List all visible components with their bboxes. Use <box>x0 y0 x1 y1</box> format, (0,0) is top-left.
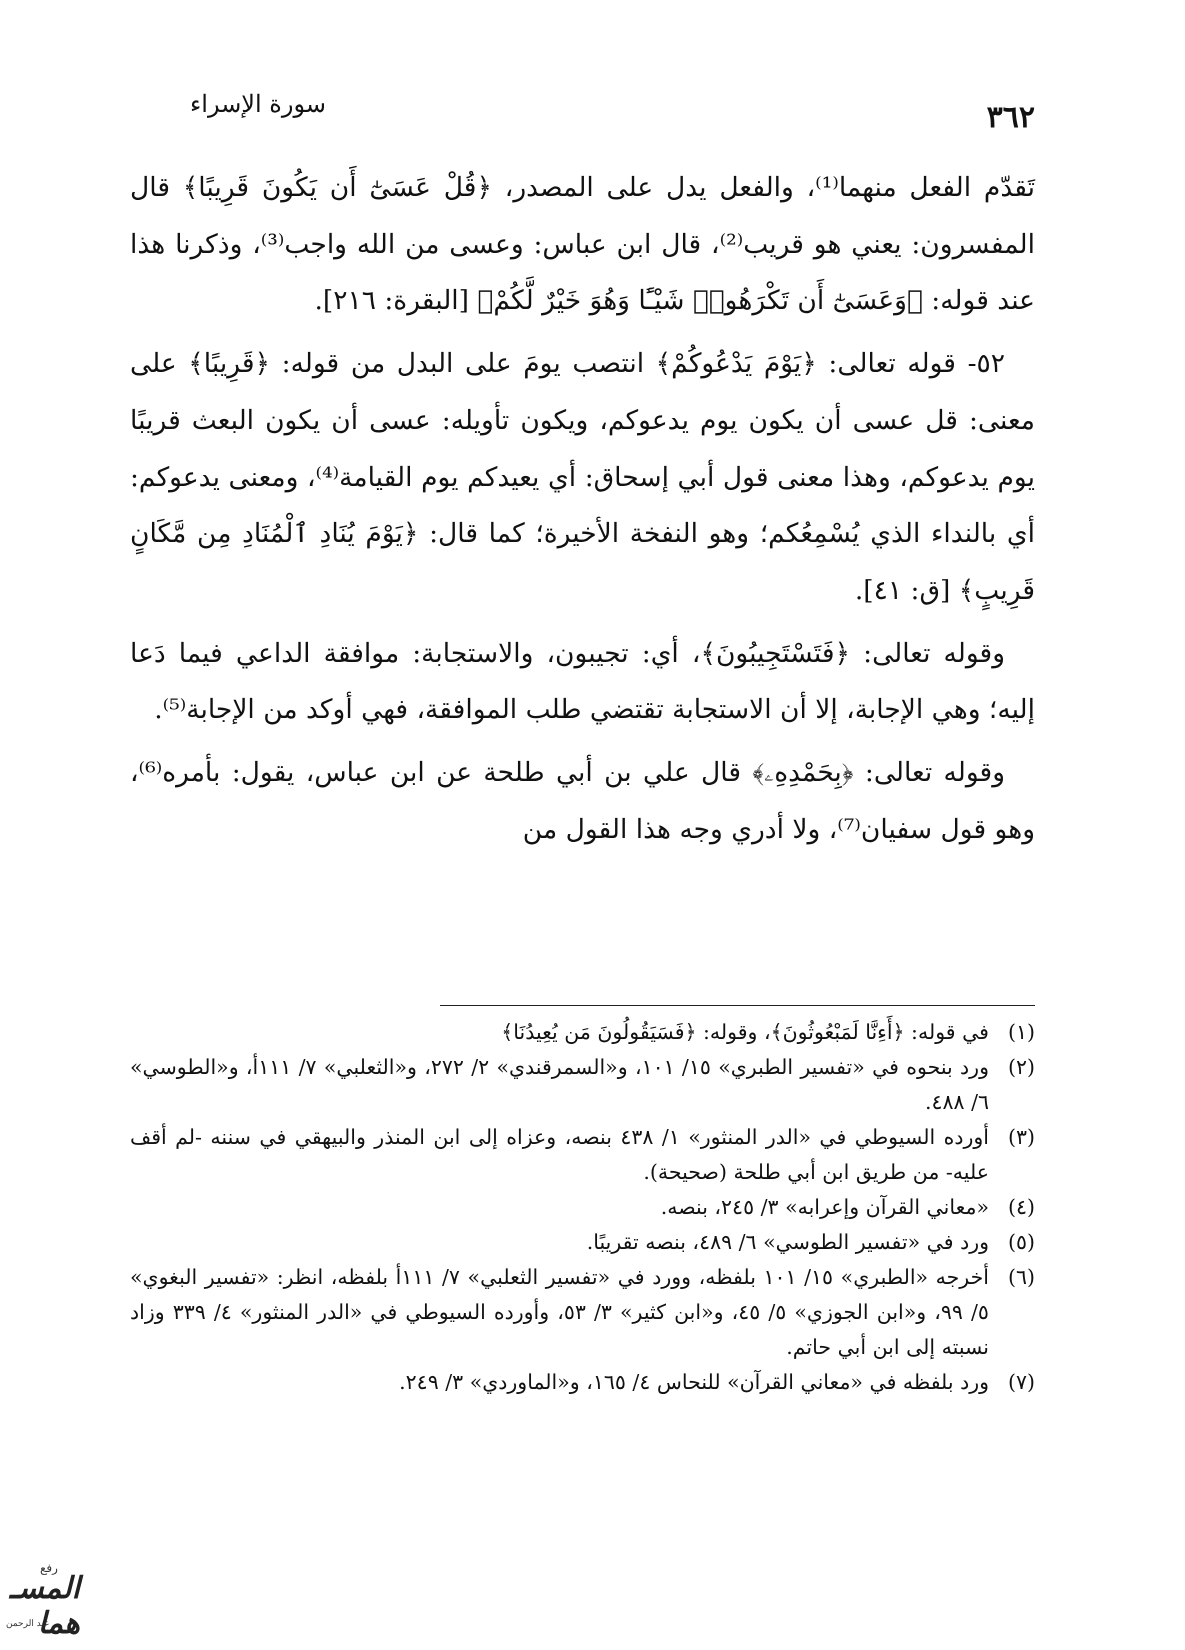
footnote-text: «معاني القرآن وإعرابه» ٣/ ٢٤٥، بنصه. <box>660 1195 989 1219</box>
book-page <box>130 0 1035 1650</box>
logo-subtext: عبد الرحمن <box>6 1619 50 1629</box>
paragraph: تَقدّم الفعل منهما⁽¹⁾، والفعل يدل على المصدر، ﴿قُلْ عَسَىٰٓ أَن يَكُونَ قَرِيبًا﴾ قال المفسرون: يعني هو قريب⁽²⁾، قال ابن عباس: وعسى من الله واجب⁽³⁾، وذكرنا هذا عند قوله: ﴿وَعَسَىٰٓ أَن تَكْرَهُوا۟ شَيْـًٔا وَهُوَ خَيْرٌ لَّكُمْ﴾ [البقرة: ٢١٦]. <box>130 172 1036 317</box>
footnote-number: (٣) <box>1007 1125 1035 1149</box>
footnote-number: (٧) <box>1007 1370 1035 1394</box>
paragraph: ٥٢- قوله تعالى: ﴿يَوْمَ يَدْعُوكُمْ﴾ انتصب يومَ على البدل من قوله: ﴿قَرِيبًا﴾ على معنى: قل عسى أن يكون يوم يدعوكم، ويكون تأويله: عسى أن يكون البعث قريبًا يوم يدعوكم، وهذا معنى قول أبي إسحاق: أي يعيدكم يوم القيامة⁽⁴⁾، ومعنى يدعوكم: أي بالنداء الذي يُسْمِعُكم؛ وهو النفخة الأخيرة؛ كما قال: ﴿يَوْمَ يُنَادِ ٱلْمُنَادِ مِن مَّكَانٍ قَرِيبٍ﴾ [ق: ٤١]. <box>130 348 1035 606</box>
footnote <box>130 1260 1035 1365</box>
paragraph: وقوله تعالى: ﴿فَتَسْتَجِيبُونَ﴾، أي: تجيبون، والاستجابة: موافقة الداعي فيما دَعا إليه؛ وهي الإجابة، إلا أن الاستجابة تقتضي طلب الموافقة، فهي أوكد من الإجابة⁽⁵⁾. <box>130 637 1035 726</box>
logo-top-text: رفع <box>40 1561 58 1575</box>
footnote <box>130 1190 1035 1225</box>
page-number: ٣٦٢ <box>986 100 1035 135</box>
running-title: سورة الإسراء <box>190 90 326 118</box>
footnote-number: (٦) <box>1007 1265 1035 1289</box>
footnote-divider <box>440 1005 1035 1006</box>
footnote-text: أورده السيوطي في «الدر المنثور» ١/ ٤٣٨ بنصه، وعزاه إلى ابن المنذر والبيهقي في سننه -لم أقف عليه- من طريق ابن أبي طلحة (صحيحة). <box>130 1125 989 1184</box>
publisher-logo <box>0 1561 80 1641</box>
footnote-text: في قوله: ﴿أَءِنَّا لَمَبْعُوثُونَ﴾، وقوله: ﴿فَسَيَقُولُونَ مَن يُعِيدُنَا﴾ <box>501 1020 989 1044</box>
footnote <box>130 1365 1035 1400</box>
footnote-number: (٥) <box>1007 1230 1035 1254</box>
paragraph: وقوله تعالى: ﴿بِحَمْدِهِۦ﴾ قال علي بن أبي طلحة عن ابن عباس، يقول: بأمره⁽⁶⁾، وهو قول سفيان⁽⁷⁾، ولا أدري وجه هذا القول من <box>130 757 1035 845</box>
footnote <box>130 1015 1035 1050</box>
footnote <box>130 1050 1035 1120</box>
page-header <box>130 82 1035 135</box>
footnote <box>130 1120 1035 1190</box>
footnote-number: (٢) <box>1007 1055 1035 1079</box>
footnote <box>130 1225 1035 1260</box>
footnotes <box>130 1015 1035 1400</box>
logo-text: المسـ هما <box>9 1571 80 1641</box>
footnote-text: ورد بنحوه في «تفسير الطبري» ١٥/ ١٠١، و«السمرقندي» ٢/ ٢٧٢، و«الثعلبي» ٧/ ١١١أ، و«الطوسي» ٦/ ٤٨٨. <box>130 1055 989 1114</box>
footnote-text: ورد بلفظه في «معاني القرآن» للنحاس ٤/ ١٦٥، و«الماوردي» ٣/ ٢٤٩. <box>399 1370 989 1394</box>
footnote-text: أخرجه «الطبري» ١٥/ ١٠١ بلفظه، وورد في «تفسير الثعلبي» ٧/ ١١١أ بلفظه، انظر: «تفسير البغوي» ٥/ ٩٩، و«ابن الجوزي» ٥/ ٤٥، و«ابن كثير» ٣/ ٥٣، وأورده السيوطي في «الدر المنثور» ٤/ ٣٣٩ وزاد نسبته إلى ابن أبي حاتم. <box>130 1265 989 1359</box>
main-text <box>130 160 1035 858</box>
footnote-number: (١) <box>1007 1020 1035 1044</box>
footnote-text: ورد في «تفسير الطوسي» ٦/ ٤٨٩، بنصه تقريبًا. <box>586 1230 989 1254</box>
footnote-number: (٤) <box>1007 1195 1035 1219</box>
